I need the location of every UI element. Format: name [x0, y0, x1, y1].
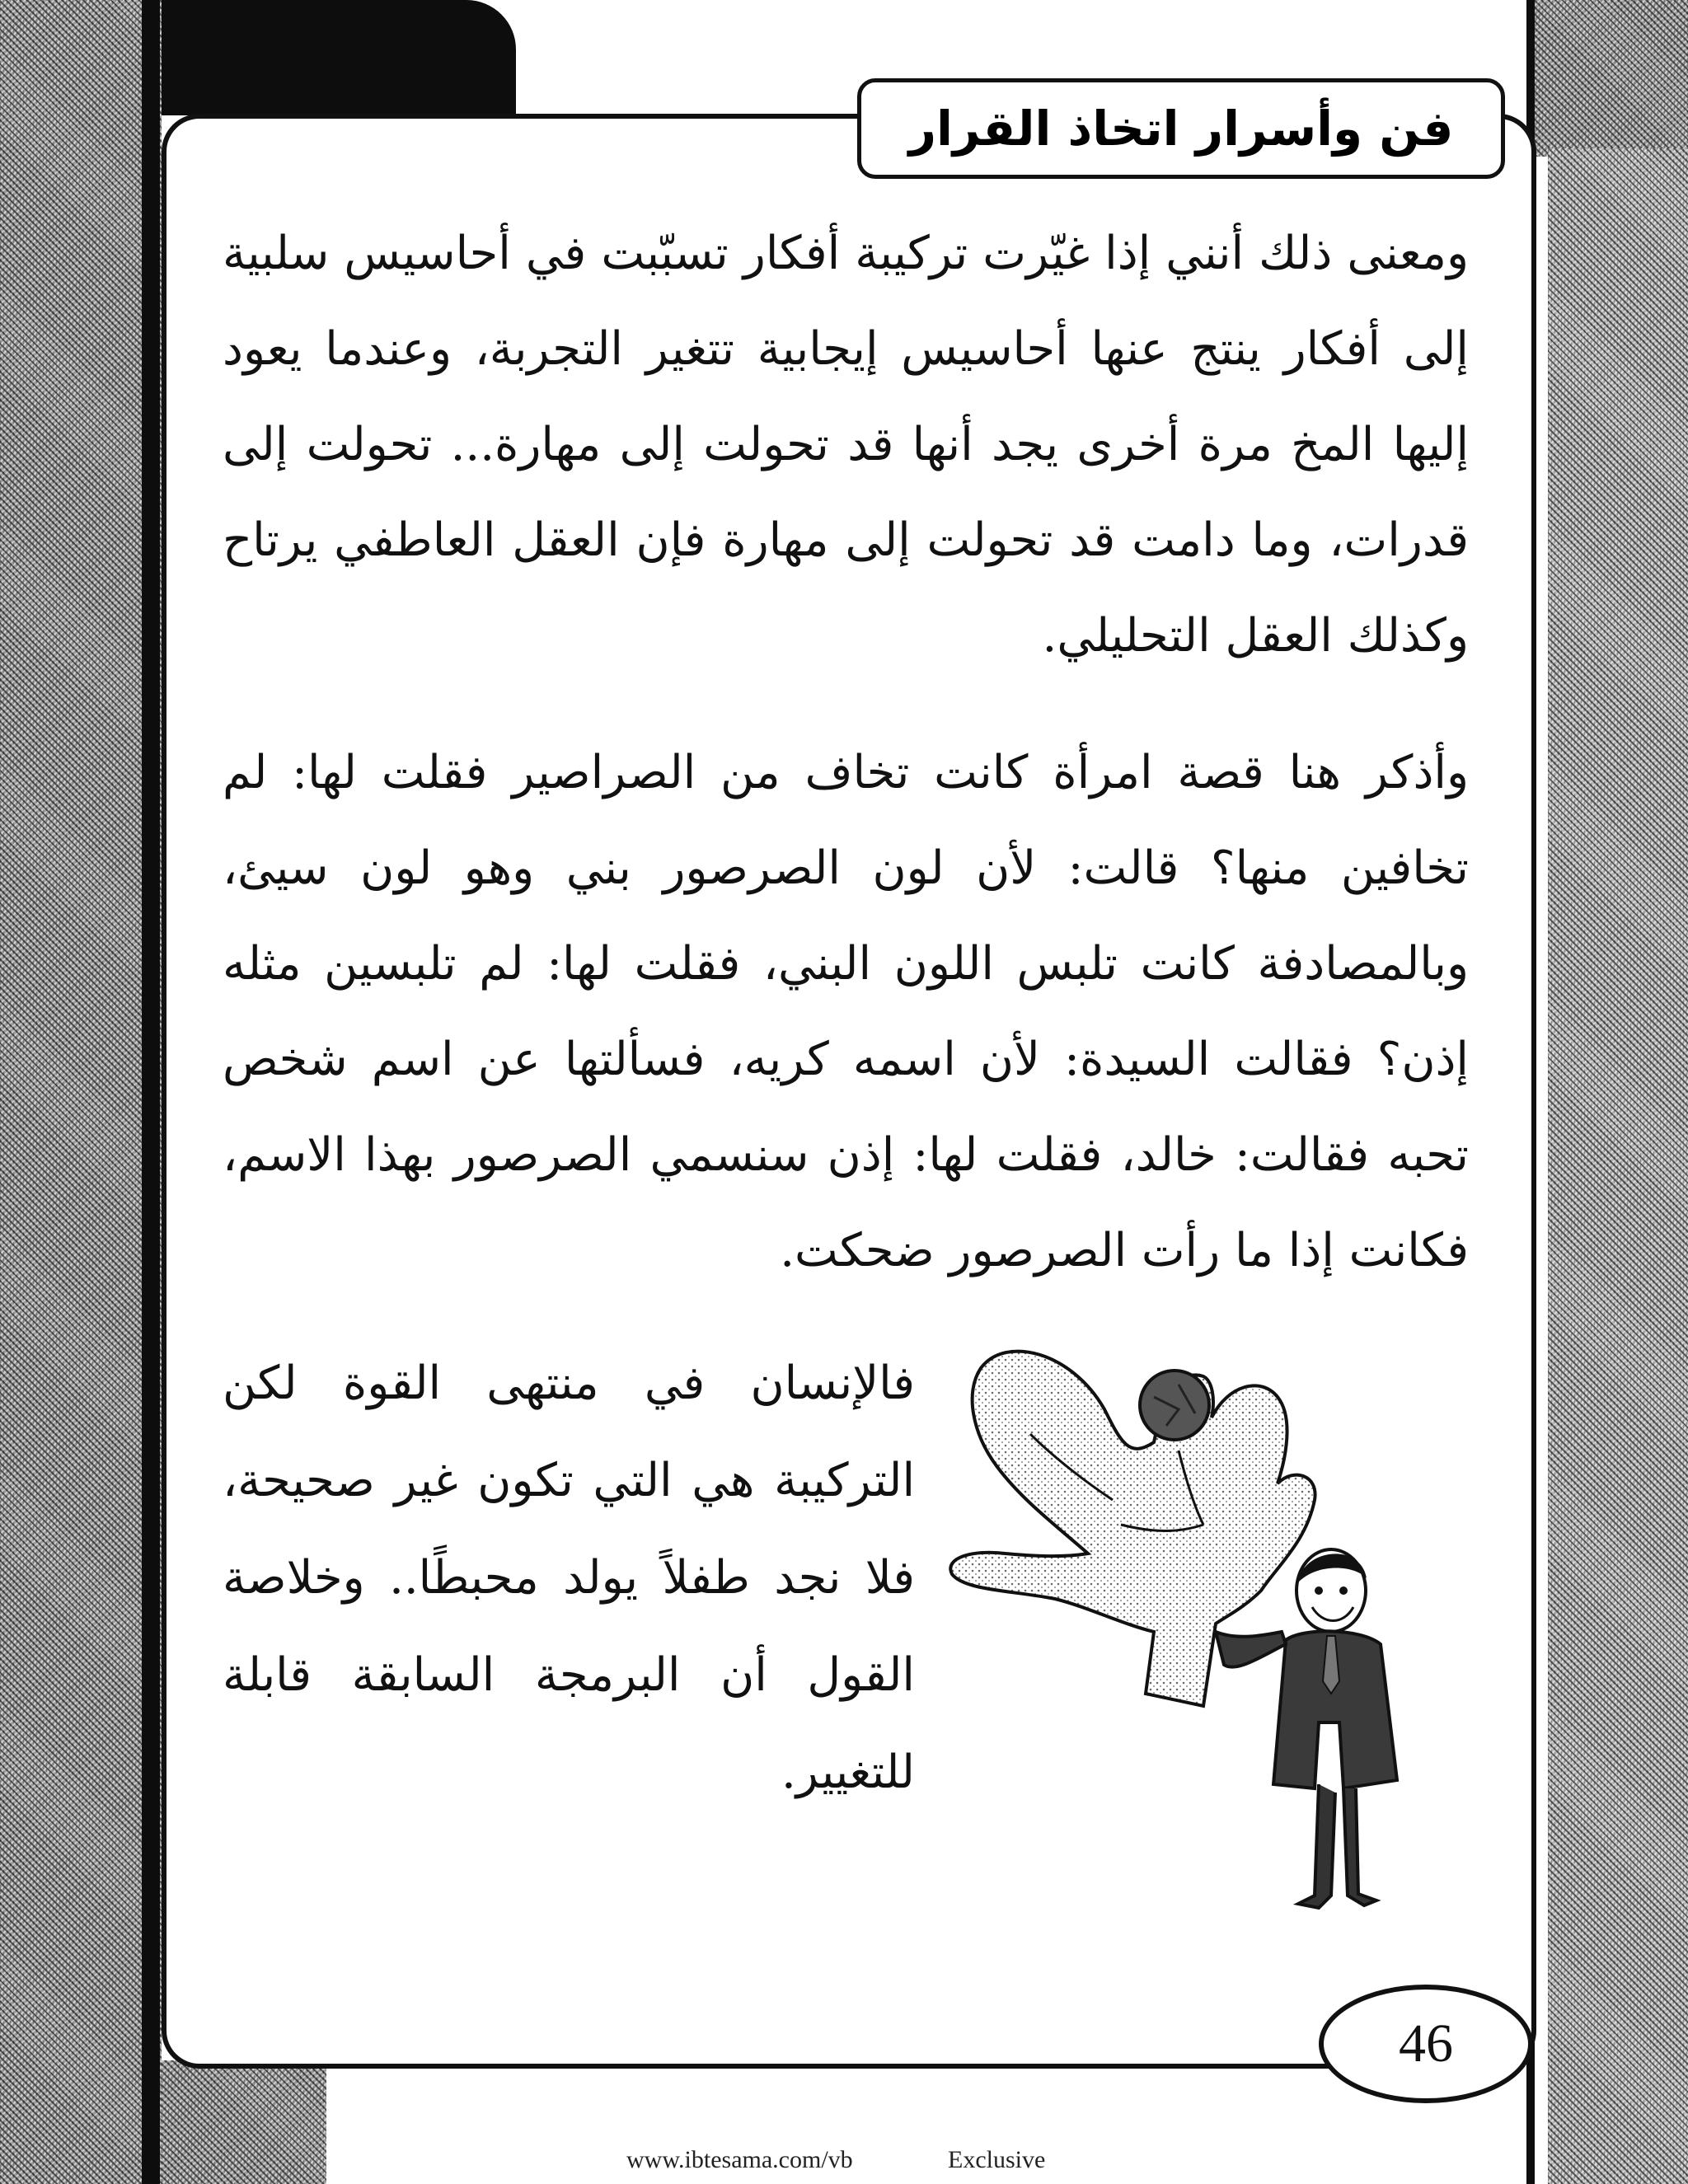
- scan-edge-right: [1548, 148, 1688, 2184]
- spine-shadow-top: [162, 0, 516, 115]
- man-eye-left: [1315, 1586, 1323, 1595]
- header-title-box: [857, 78, 1505, 179]
- man-eye-right: [1339, 1586, 1348, 1595]
- spine-shadow-left: [142, 0, 160, 2184]
- ball: [1140, 1371, 1209, 1440]
- page-number: 46: [1319, 1985, 1533, 2103]
- page-title: فن وأسرار اتخاذ القرار: [908, 101, 1454, 157]
- scan-edge-top-right: [1529, 0, 1688, 157]
- man-legs: [1298, 1784, 1376, 1908]
- scan-edge-bottom: [162, 2060, 326, 2184]
- footer-website: www.ibtesama.com/vb: [626, 2146, 853, 2173]
- paragraph-3: فالإنسان في منتهى القوة لكن التركيبة هي التي تكون غير صحيحة، فلا نجد طفلاً يولد محبطًا.. وخلاصة القول أن البرمجة السابقة قابلة للتغيير.: [223, 1357, 916, 1799]
- paragraph-2: وأذكر هنا قصة امرأة كانت تخاف من الصراصير فقلت لها: لم تخافين منها؟ قالت: لأن لون الصرصور بني وهو لون سيئ، وبالمصادفة كانت تلبس اللون البني، فقلت لها: لم تلبسين مثله إذن؟ فقالت السيدة: لأن اسمه كريه، فسألتها عن اسم شخص تحبه فقالت: خالد، فقلت لها: إذن سنسمي الصرصور بهذا الاسم، فكانت إذا ما رأت الصرصور ضحكت.: [223, 746, 1470, 1277]
- footer-tag: Exclusive: [948, 2146, 1046, 2173]
- scan-edge-left: [0, 0, 162, 2184]
- man-arm-raised: [1216, 1632, 1286, 1667]
- paragraph-1: ومعنى ذلك أنني إذا غيّرت تركيبة أفكار تسبّبت في أحاسيس سلبية إلى أفكار ينتج عنها أحاسيس إيجابية تتغير التجربة، وعندما يعود إليها المخ مرة أخرى يجد أنها قد تحولت إلى مهارة... تحولت إلى قدرات، وما دامت قد تحولت إلى مهارة فإن العقل العاطفي يرتاح وكذلك العقل التحليلي.: [223, 227, 1469, 663]
- man-with-giant-hand-holding-ball-illustration: [931, 1319, 1426, 1912]
